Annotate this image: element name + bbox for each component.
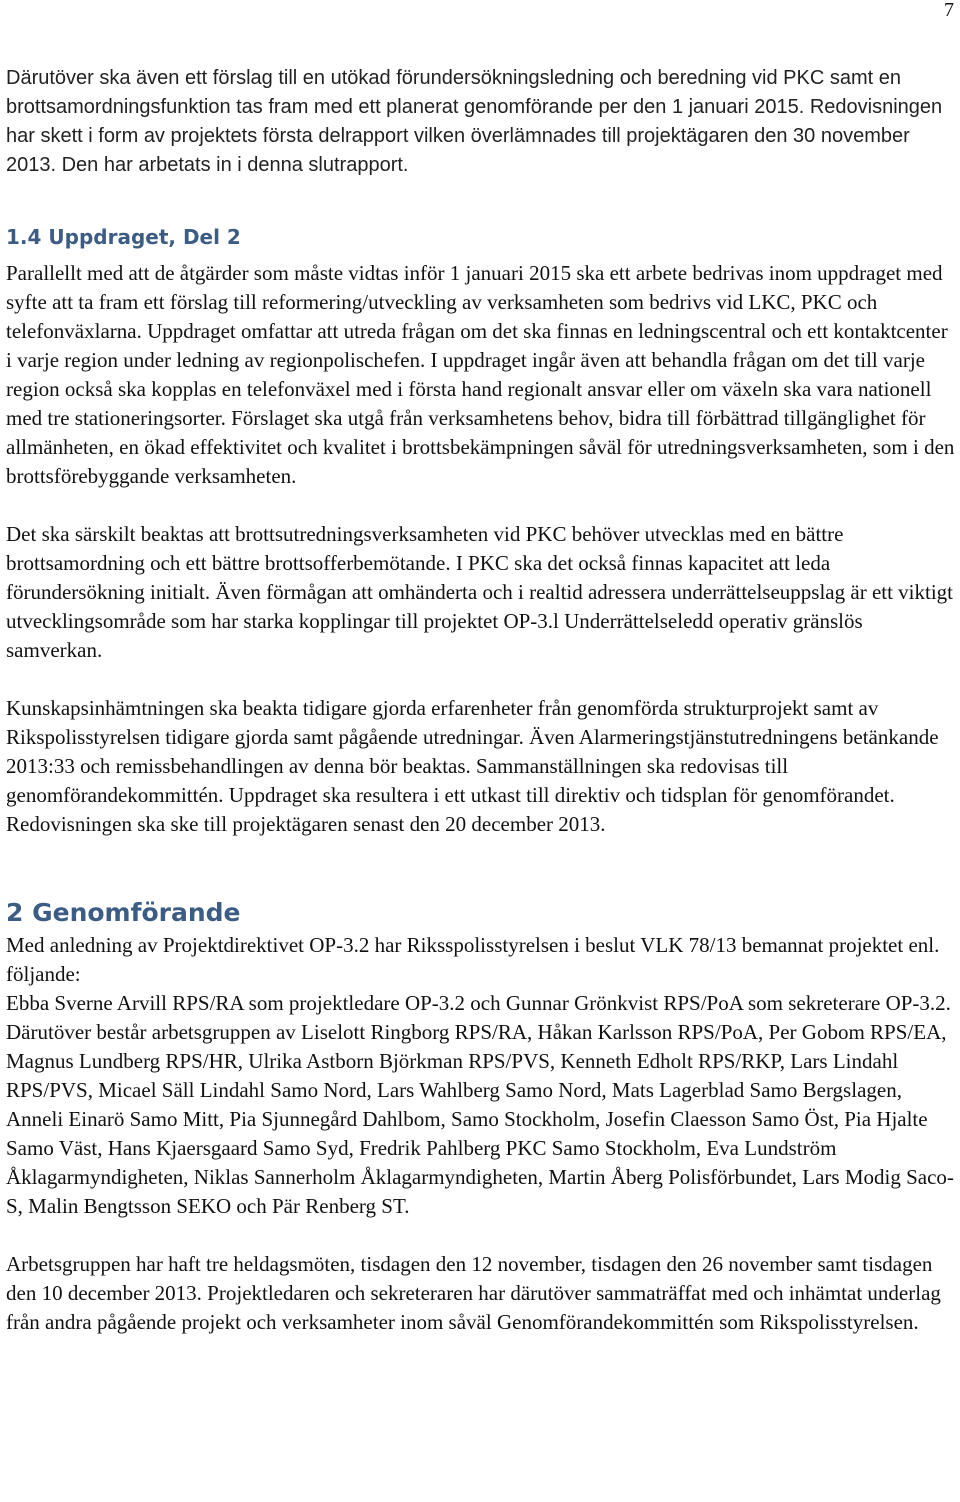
paragraph-spacer [6, 665, 958, 694]
section-2-paragraph-3: Arbetsgruppen har haft tre heldagsmöten, tisdagen den 12 november, tisdagen den 26 november samt tisdagen den 10 december 2013. Projektledaren och sekreteraren har därutöver sammaträffat med och inhämtat underlag från andra pågående projekt och verksamheter inom såväl Genomförandekommittén som Rikspolisstyrelsen. [6, 1252, 941, 1334]
document-body [6, 64, 958, 1337]
paragraph-spacer [6, 491, 958, 520]
section-1-4-paragraph-1: Parallellt med att de åtgärder som måste vidtas inför 1 januari 2015 ska ett arbete bedrivas inom uppdraget med syfte att ta fram ett förslag till reformering/utveckling av verksamheten som bedrivs vid LKC, PKC och telefonväxlarna. Uppdraget omfattar att utreda frågan om det ska finnas en ledningscentral och ett kontaktcenter i varje region under ledning av regionpolischefen. I uppdraget ingår även att behandla frågan om det till varje region också ska kopplas en telefonväxel med i första hand regionalt ansvar eller om växeln ska vara nationell med tre stationeringsorter. Förslaget ska utgå från verksamhetens behov, bidra till förbättrad tillgänglighet för allmänheten, en ökad effektivitet och kvalitet i brottsbekämpningen såväl för utredningsverksamheten, som i den brottsförebyggande verksamheten. [6, 261, 955, 488]
section-1-4-paragraph-3: Kunskapsinhämtningen ska beakta tidigare gjorda erfarenheter från genomförda strukturprojekt samt av Rikspolisstyrelsen tidigare gjorda samt pågående utredningar. Även Alarmeringstjänstutredningens betänkande 2013:33 och remissbehandlingen av denna bör beaktas. Sammanställningen ska redovisas till genomförandekommittén. Uppdraget ska resultera i ett utkast till direktiv och tidsplan för genomförandet. Redovisningen ska ske till projektägaren senast den 20 december 2013. [6, 696, 939, 836]
section-2-paragraph-2: Ebba Sverne Arvill RPS/RA som projektledare OP-3.2 och Gunnar Grönkvist RPS/PoA som sekreterare OP-3.2. Därutöver består arbetsgruppen av Liselott Ringborg RPS/RA, Håkan Karlsson RPS/PoA, Per Gobom RPS/EA, Magnus Lundberg RPS/HR, Ulrika Astborn Björkman RPS/PVS, Kenneth Edholt RPS/RKP, Lars Lindahl RPS/PVS, Micael Säll Lindahl Samo Nord, Lars Wahlberg Samo Nord, Mats Lagerblad Samo Bergslagen, Anneli Einarö Samo Mitt, Pia Sjunnegård Dahlbom, Samo Stockholm, Josefin Claesson Samo Öst, Pia Hjalte Samo Väst, Hans Kjaersgaard Samo Syd, Fredrik Pahlberg PKC Samo Stockholm, Eva Lundström Åklagarmyndigheten, Niklas Sannerholm Åklagarmyndigheten, Martin Åberg Polisförbundet, Lars Modig Saco-S, Malin Bengtsson SEKO och Pär Renberg ST. [6, 991, 954, 1218]
section-2-paragraph-1: Med anledning av Projektdirektivet OP-3.2 har Riksspolisstyrelsen i beslut VLK 78/13 bemannat projektet enl. följande: [6, 933, 940, 986]
page-number: 7 [944, 0, 954, 21]
intro-paragraph: Därutöver ska även ett förslag till en utökad förundersökningsledning och beredning vid PKC samt en brottsamordningsfunktion tas fram med ett planerat genomförande per den 1 januari 2015. Redovisningen har skett i form av projektets första delrapport vilken överlämnades till projektägaren den 30 november 2013. Den har arbetats in i denna slutrapport. [6, 67, 943, 176]
section-2-heading: 2 Genomförande [6, 898, 241, 927]
section-1-4-heading: 1.4 Uppdraget, Del 2 [6, 225, 241, 249]
paragraph-spacer [6, 1221, 958, 1250]
section-1-4-paragraph-2: Det ska särskilt beaktas att brottsutredningsverksamheten vid PKC behöver utvecklas med en bättre brottsamordning och ett bättre brottsofferbemötande. I PKC ska det också finnas kapacitet att leda förundersökning initialt. Även förmågan att omhänderta och i realtid adressera underrättelseuppslag är ett viktigt utvecklingsområde som har starka kopplingar till projektet OP-3.l Underrättelseledd operativ gränslös samverkan. [6, 522, 954, 662]
